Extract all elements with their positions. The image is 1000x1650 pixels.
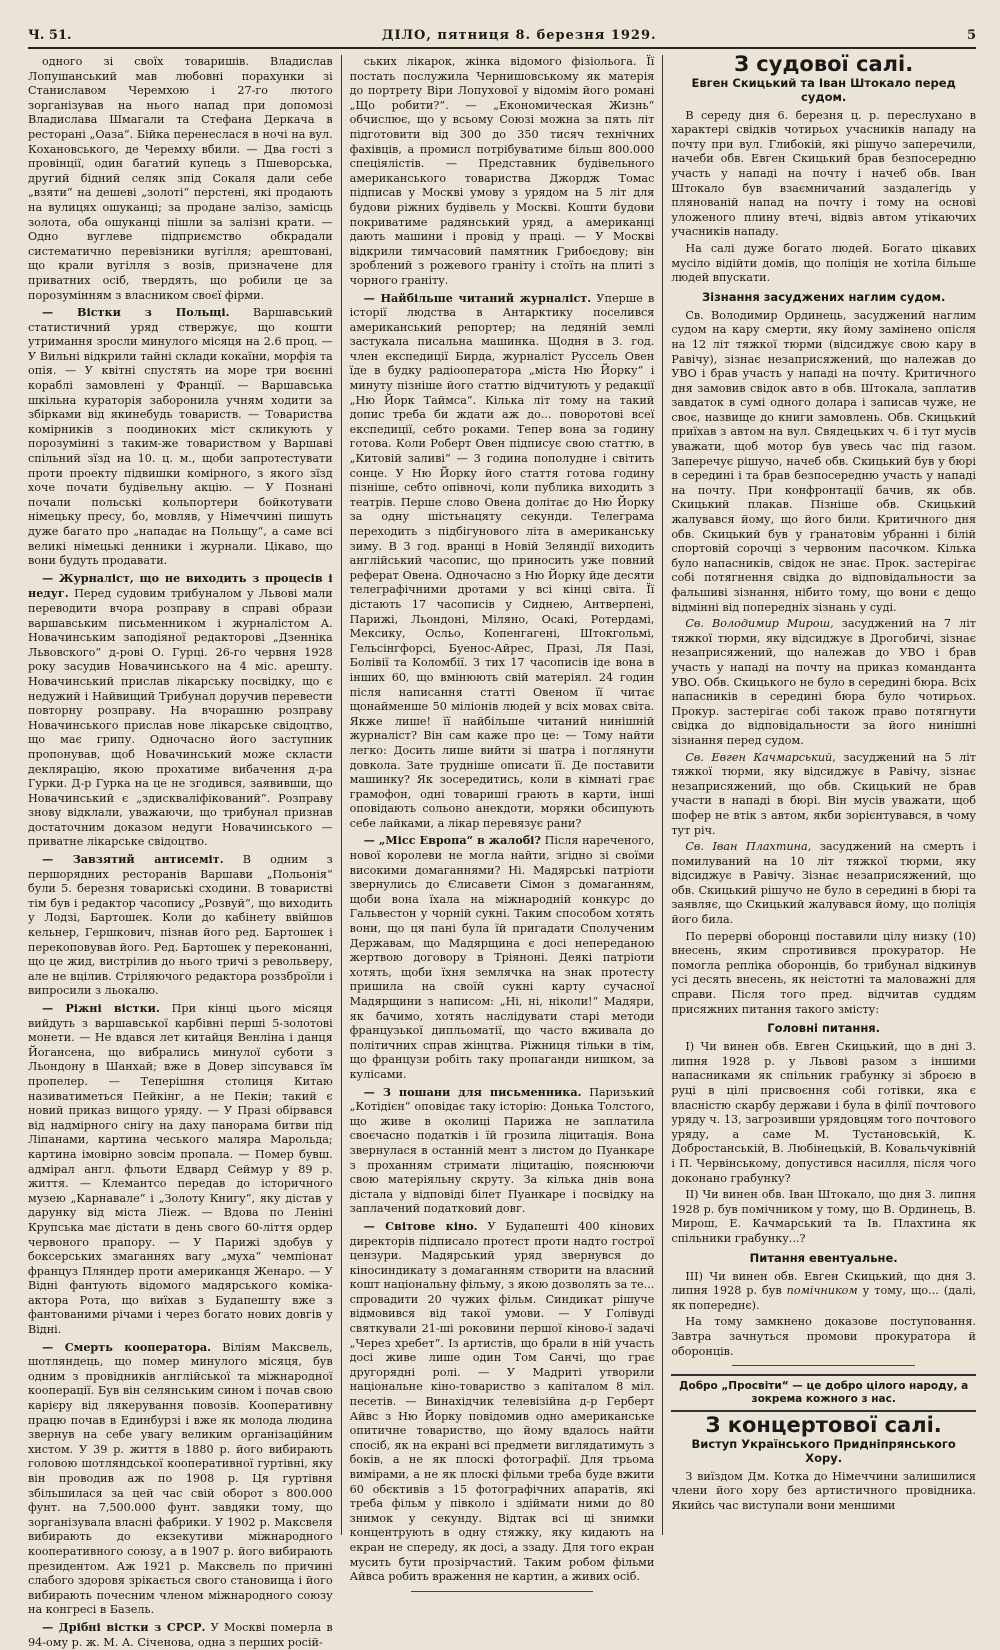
masthead <box>28 28 976 49</box>
witness-text: засуджений на смерть і помилуваний на 10 літ тяжкої тюрми, яку відсиджує в Равічу. Зізнає незаприсяжений, що обв. Скицький рішучо не було в середині в бюрі та заявляє, що Скицький жалувався йому, що поліція його била. <box>671 840 976 927</box>
column-1 <box>28 55 333 1649</box>
paragraph: Св. Володимир Ординець, засуджений наглим судом на кару смерти, яку йому замінено опісля на 12 літ тяжкої тюрми (відсиджує свою кару в Равічу), зізнає незаприсяжений, що належав до УВО і брав участь у нападі на почту. Критичного дня замовив свідок авто в обв. Штокала, заплатив завдаток в сумі одного долара і записав чуже, не своє, назвище до книги замовлень. Обв. Скицький приїхав з автом на вул. Свядецьких ч. 6 і тут мусів уважати, щоб мотор був увесь час під газом. Заперечує рішучо, начеб обв. Скицький був у бюрі в середині і та брав безпосередню участь у нападі на почту. При конфронтації бачив, як обв. Скицький плакав. Пізніше обв. Скицький жалувався йому, що його били. Критичного дня обв. Скицький був у ґранатовім убранні і білій спортовій сорочці з червоним пасочком. Кілька було напасників, свідок не знає. Прок. застерігає собі потягнення свідка до відповідальности за фальшиві зізнання, нібито тому, що вони є дещо відмінні від попередніх зізнань у суді. <box>671 308 976 614</box>
witness-name: Св. Володимир Мирош, <box>685 617 834 631</box>
witness-name: Св. Евген Качмарський, <box>685 750 836 764</box>
column-rule <box>662 55 663 1535</box>
concert-section-heading: З концертової салі. <box>705 1413 942 1438</box>
end-divider <box>411 1591 594 1592</box>
paragraph: З виїздом Дм. Котка до Німеччини залишилися члени його хору без артистичного провідника. Якийсь час виступали вони меншими <box>671 1469 976 1512</box>
column-3 <box>671 52 976 1535</box>
concert-subheading: Виступ Українського Придніпрянського Хору. <box>691 1436 956 1465</box>
testimony-subheading: Зізнання засуджених наглим судом. <box>701 289 946 304</box>
eventual-question-subheading: Питання евентуальне. <box>749 1250 898 1265</box>
news-item <box>28 852 333 999</box>
court-section-heading: З судової салі. <box>734 52 914 76</box>
news-title: — Журналіст, що не виходить з процесів і недуг. <box>28 570 333 601</box>
paragraph <box>671 840 976 928</box>
paragraph <box>671 751 976 839</box>
page-number: 5 <box>966 28 976 43</box>
news-body: Варшавський статистичний уряд ствержує, що кошти утримання зросли минулого місяця на 2.6 проц. — У Вильні відкрили тайні склади кокаїни, морфія та опія. — У квітні спустять на море три воєнні кораблі замовлені у Франції. — Варшавська шкільна кураторія заборонила учням ходити за збірками від якинебудь товариств. — Товариства комірників з поодиноких міст скликують у порозумінні з таким-же товариством у Варшаві спільний зїзд на 10. ц. м., щоби запротестувати проти проекту підвишки комірного, з якого зїзд хоче почати будівельну акцію. — У Познані почали польські кольпортери бойкотувати німецьку пресу, бо, мовляв, у Німеччині пишуть дуже багато про „нападає на Польщу“, а саме всі великі німецькі денники і журнали. Цікаво, що вони будуть продавати. <box>28 306 333 568</box>
paragraph: І) Чи винен обв. Евген Скицький, що в дні 3. липня 1928 р. у Львові разом з іншими напасниками як спільник грабунку зі зброєю в руці в цілі присвоєння собі готівки, яка є власністю скарбу держави і була в філії почтового уряду ч. 13, загрозивши урядовцям того почтового уряду, а саме М. Тустановській, К. Добростанській, В. Любінецькій, В. Ковальчуківній і П. Червінському, допустився насилля, після чого доконано грабунку? <box>671 1040 976 1185</box>
news-body: У Москві померла в 94-ому р. ж. М. А. Січенова, одна з перших росій- <box>28 1620 333 1649</box>
news-item <box>350 1085 655 1217</box>
paragraph: По перерві оборонці поставили цілу низку (10) внесень, яким спротивився прокуратор. Не помогла репліка оборонців, бо трибунал відкинув усі десять внесень, як неістотні та маловажні для справи. Після того пред. відчитав суддям присяжних питання такого змісту: <box>671 929 976 1016</box>
news-body: Уперше в історії людства в Антарктику поселився американський репортер; на ледяній землі застукала писальна машинка. Щодня в 3. год. член експедиції Бирда, журналіст Руссель Овен їде в будку радіооператора „міста Ню Йорку“ і минуту пізніше його статтю відчитують у редакції „Ню Йорк Таймса“. Кілька літ тому на такий допис треба би ждати аж до... поворотові всеї експедиції, себто роками. Тепер вона за годину готова. Коли Роберт Овен підписує свою статтю, в „Китовій заливі“ — 3 година пополудне і світить сонце. У Ню Йорку його стаття готова годину пізніше, себто опівночі, коли публика виходить з театрів. Перше слово Овена долітає до Ню Йорку за одну шістьнацяту секунди. Телеграма переходить з підбігунового літа в американську зиму. В 3 год. вранці в Новій Зеляндії виходить англійський часопис, що приносить уже повний реферат Овена. Одночасно з Ню Йорку йде десяти телеграфічними дротами у всі кінці світа. Її дістають 17 часописів у Сиднею, Антверпені, Парижі, Льондоні, Міляно, Осакі, Ротердамі, Мексику, Осльо, Копенгагені, Штокгольмі, Гельсінгфорсі, Буенос-Айрес, Празі, Ля Пазі, Болівії та Коломбії. З тих 17 часописів іде вона в інших 60, що вмінюють свій матеріял. 24 годин після написання статті Овеном її читає щонайменше 50 міліонів людей у всіх мовах світа. Якже лише! її найбільше читаний нинішній журналіст? Він сам каже про це: — Тому найти легко: Досить лише вийти зі шатра і поглянути довкола. Зате трудніше описати її. Де поставити машинку? Як зосередитись, коли в кімнаті грає грамофон, одні товариші грають в карти, інші оповідають сольоно анекдоти, моряки обсипують себе лайками, а лікар перевязує рани? <box>349 291 655 830</box>
divider <box>732 1365 915 1366</box>
text-part: у тому, що... (далі, як попереднє). <box>671 1284 976 1312</box>
news-title: — Ріжні вістки. <box>42 1001 160 1015</box>
court-subheading: Евген Скицький та Іван Штокало перед судом. <box>691 75 956 104</box>
news-item <box>350 291 655 832</box>
news-body: При кінці цього місяця вийдуть з варшавської карбівні перші 5-золотові монети. — Не вдався лет китайця Венліна і данця Йогансена, що вибрались минулої суботи з Льондону в Шанхай; вже в Довер зіпсувався їм пропелер. — Теперішня столиця Китаю називатиметься Пейкінг, а не Пекін; такий є новий приказ вищого уряду. — У Празі обірвався від надмірного снігу на даху панорама битви під Ліпанами, картина чеського маляра Марольда; картина імовірно зовсім пропала. — Помер бувш. адмірал англ. фльоти Едвард Сеймур у 89 р. життя. — Клемантсо передав до історичного музею „Карнавале“ і „Золоту Книгу“, яку дістав у дарунку від міста Ліеж. — Вдова по Леніні Крупська має дістати в день свого 60-ліття ордер червоного прапору. — У Парижі здобув у боксерських змаганнях вагу „муха“ чемпіонат француз Пляндер проти американця Женаро. — У Відні фантують відомого мадярського коміка-актора Рота, що виїхав з Будапешту вже з фантованими річами і через богато нових довгів у Відні. <box>28 1002 333 1337</box>
news-item <box>28 571 333 850</box>
column-2 <box>349 55 655 1584</box>
news-item <box>28 305 333 569</box>
news-title: — Найбільше читаний журналіст. <box>363 290 592 305</box>
article-continuation: ських лікарок, жінка відомого фізіольога. Її постать послужила Чернишовському як матерія до портрету Віри Лопухової у відомім його романі „Що робити?“. — „Економическая Жизнь“ обчислює, що у всьому Союзі можна за пять літ підготовити від 300 до 350 тисяч технічних фахівців, а промисл потрібуватиме більш 800.000 спеціялістів. — Представник будівельного американського товариства Джордж Томас підписав у Москві умову з урядом на 5 літ для будови ріжних будівель у Москві. Кошти будови покриватиме радянський уряд, а американці дають машини і провід у праці. — У Москві відкрили тимчасовий памятник Грибоєдову; він зроблений з рожевого граніту і стоїть на плиті з чорного граніту. <box>349 55 655 287</box>
news-title: — З пошани для письменника. <box>363 1084 582 1099</box>
witness-name: Св. Іван Плахтина, <box>685 840 812 854</box>
paragraph: На салі дуже богато людей. Богато цікавих мусіло відійти домів, що поліція не хотіла більше людей впускати. <box>671 241 976 285</box>
news-body: В одним з першорядних ресторанів Варшави „Польонія“ були 5. березня товариські сходини. В товаристві тім був і редактор часопису „Розвуй“, що виходить у Лодзі, Бартошек. Коли до кабінету ввійшов кельнер, Гершкович, пізнав його ред. Бартошек і перекоповував його. Ред. Бартошек у переконанні, що це жид, вистрілив до нього тричі з револьверу, але не вцілив. Стріляючого редактора роззброїли і випросили з льокалю. <box>28 853 333 998</box>
paragraph <box>671 617 976 748</box>
masthead-title: ДІЛО, пятниця 8. березня 1929. <box>381 28 657 43</box>
witness-text: засуджений на 5 літ тяжкої тюрми, яку відсиджує в Равічу, зізнає незаприсяжений, що обв. Скицький не брав участи в нападі в бюрі. Він мусів уважати, щоб шофер не втік з автом, якби зорієнтувався, в чому тут річ. <box>671 750 976 837</box>
paragraph: ІІ) Чи винен обв. Іван Штокало, що дня 3. липня 1928 р. був помічником у тому, що В. Ординець, В. Мирош, Е. Качмарський та Ів. Плахтина як спільники грабунку...? <box>671 1188 976 1245</box>
news-item <box>28 1001 333 1338</box>
news-body: У Будапешті 400 кінових директорів підписало протест проти надто гострої цензури. Мадярський уряд звернувся до кіносиндикату з домаганням створити на власний кошт національну фільму, з якою дозволять за те... спровадити 20 чужих фільм. Синдикат рішуче відмовився від такої умови. — У Голівуді святкували 21-ші роковини першої кіново-ї задачі „Через хребет“. Із артистів, що брали в ній участь досі живе лише один Том Санчі, що грає другорядні ролі. — У Мадриті утворили національне кіно-товариство з капіталом 8 міл. песетів. — Винахідчик телевізійна д-р Герберт Айвс з Ню Йорку повідомив одно американське опитичне товариство, що йому вдалось найти спосіб, як на екрані всі предмети виглядатимуть з боків, а не як плоскі фотографії. Для трьома вимірами, а не як плоскі фільми треба буде вжити 60 обєктивів з 15 фотографічних апаратів, які треба фільм у півколо і здіймати ними до 80 знимок у секунду. Відтак всі ці знимки концентрують в одну стяжку, яку кидають на екран не спереду, як досі, а ззаду. Для того екран мусить бути прозірчастий. Таким робом фільми Айвса робить враження не картин, а живих осіб. <box>349 1219 655 1584</box>
news-item <box>350 833 655 1082</box>
news-title: — Вістки з Польщі. <box>42 305 230 320</box>
paragraph <box>671 1270 976 1314</box>
news-title: — Завзятий антисеміт. <box>42 852 224 867</box>
news-body: Після нареченого, нової королеви не могла найти, згідно зі своїми високими домаганнями? Ні. Мадярські патріоти звернулись до Єлисавети Сімон з домаганням, щоби вона їхала на міжнародній конкурс до Гальвестон у чорній сукні. Таким способом хотять вони, що ця пані була їй пригадати Сполученим Державам, що Мадярщина є досі непереданою жертвою договору в Тріяноні. Деякі патріоти хотять, щоби їхня землячка на знак протесту пришила на своїй сукні карту сучасної Мадярщини з написом: „Ні, ні, ніколи!“ Мадяри, як бачимо, хотять наслідувати старі методи французької дипльоматії, що часто вживала до політичних справ жінцтва. Ріжниця тільки в тім, що французи робіть таку пропаганди нишком, за кулісами. <box>349 834 655 1081</box>
news-item <box>28 1620 333 1650</box>
article-continuation: одного зі своїх товаришів. Владислав Лопушанський мав любовні порахунки зі Станиславом Черемхою і 27-го лютого зорганізував на нього напад при допомозі Владислава Шмагали та Стефана Деркача в ресторані „Оаза“. Бійка перенеслася в ночі на вул. Кохановського, де Черемху вбили. — Два гості з провінції, один багатий купець з Пшеворська, другий бідний селяк зпід Сокаля дали себе „взяти“ на дешеві „золоті“ перстені, які продають на вулицях ошуканці; за продане залізо, замісць золота, оба ошуканці пішли за залізні крати. — Одно вуглеве підприємство обкрадали систематично перевізники вугілля; арештовані, що крали вугілля з возів, призначене для приватних осіб, твердять, що робили це за порозумінням з власником своєї фірми. <box>28 55 333 302</box>
questions-subheading: Головні питання. <box>767 1021 881 1036</box>
news-body: Перед судовим трибуналом у Львові мали переводити вчора розправу в справі образи варшавським письменником і журналістом А. Новачинським заподіяної редакторові „Дзенніка Львовского“ д-рові О. Гурці. 26-го червня 1928 року засудив Новачинського на 4 міс. арешту. Новачинський прислав лікарську посвідку, що є недужий і Найвищий Трибунал доручив перевести повторну розправу. На вчорашню розправу Новачинського прислав нове лікарське свідоцтво, що має грипу. Одночасно його заступник пропонував, щоб Новачинський може скласти деклярацію, якою прохатиме вибачення д-ра Гурки. Д-р Гурка на це не згодився, заявивши, що Новачинський є „здискваліфікований“. Розправу знову відклали, уважаючи, що трибунал признав достаточним доказом недуги Новачинського — приватне лікарське свідоцтво. <box>28 587 333 849</box>
news-item <box>28 1340 333 1618</box>
issue-number: Ч. 51. <box>28 28 72 43</box>
news-title: — Дрібні вістки з СРСР. <box>42 1619 206 1634</box>
news-body: Віліям Максвель, шотляндець, що помер минулого місяця, був одним з провідників англійської та міжнародної кооперації. Був він селянським сином і почав свою карієру від лякерування повозів. Кооперативну працю почав в Единбурзі і вже як молода людина звернув на себе увагу великим організаційним хистом. У 39 р. життя в 1880 р. його вибирають головою шотляндської кооперативної гуртівні, яку він проводив аж по 1908 р. Ця гуртівня збільшилася за цей час свій оборот з 800.000 фунт. на 7,500.000 фунт. завдяки тому, що зорганізувала власні фабрики. У 1902 р. Максвеля вибирають до екзекутиви міжнародного кооперативного союзу, а в 1907 р. його вибирають президентом. Аж 1921 р. Максвель по причині слабого здоровя зрікається свого становища і його вибирають почесним членом міжнародного союзу на конгресі в Базель. <box>28 1340 333 1617</box>
news-item <box>350 1219 655 1585</box>
emphasis: помічником <box>786 1284 858 1298</box>
paragraph: В середу дня 6. березня ц. р. переслухано в характері свідків чотирьох учасників нападу на почту при вул. Глибокій, які рішучо заперечили, начеби обв. Евген Скицький брав безпосередню участь у нападі на почту і начеб обв. Іван Штокало був взаємничаний заздалегідь у плянованій напад на почту і тому на основі уложеного плину втечі, відвіз автом утікаючих учасників нападу. <box>671 108 976 239</box>
column-rule <box>341 55 342 1535</box>
paragraph: На тому замкнено доказове поступовання. Завтра зачнуться промови прокуратора й оборонців. <box>671 1315 976 1358</box>
text-part: ІІІ) Чи винен обв. Евген Скицький, що дня 3. липня 1928 р. був <box>671 1269 976 1298</box>
news-title: — Світове кіно. <box>363 1218 478 1233</box>
columns <box>28 52 976 1649</box>
witness-text: засуджений на 7 літ тяжкої тюрми, яку відсиджує в Дрогобичі, зізнає незаприсяжений, що належав до УВО і брав участь у нападі на почту на приказ команданта УВО. Обв. Скицького не було в середині бюра. Всіх напасників в середині бюра було чотирьох. Прокур. застерігає собі також право потягнути свідка до відповідальности за його нинішні зізнання перед судом. <box>671 617 976 747</box>
news-body: Паризький „Котідієн“ оповідає таку історію: Донька Толстого, що живе в околиці Парижа не заплатила своєчасно податків і їй грозила ліцитація. Вона звернулася в останній мент з листом до Пуанкаре з проханням стримати ліцитацію, пояснюючи свою матеріяльну скруту. За кілька днів вона дістала у відповіді білет Пуанкаре і посвідку на заплачений податковий довг. <box>349 1085 655 1216</box>
news-title: — „Місс Европа“ в жалобі? <box>363 833 541 848</box>
news-title: — Смерть кооператора. <box>42 1339 212 1354</box>
prosvita-slogan-box: Добро „Просвіти“ — це добро цілого народу, а зокрема кожного з нас. <box>671 1374 976 1412</box>
